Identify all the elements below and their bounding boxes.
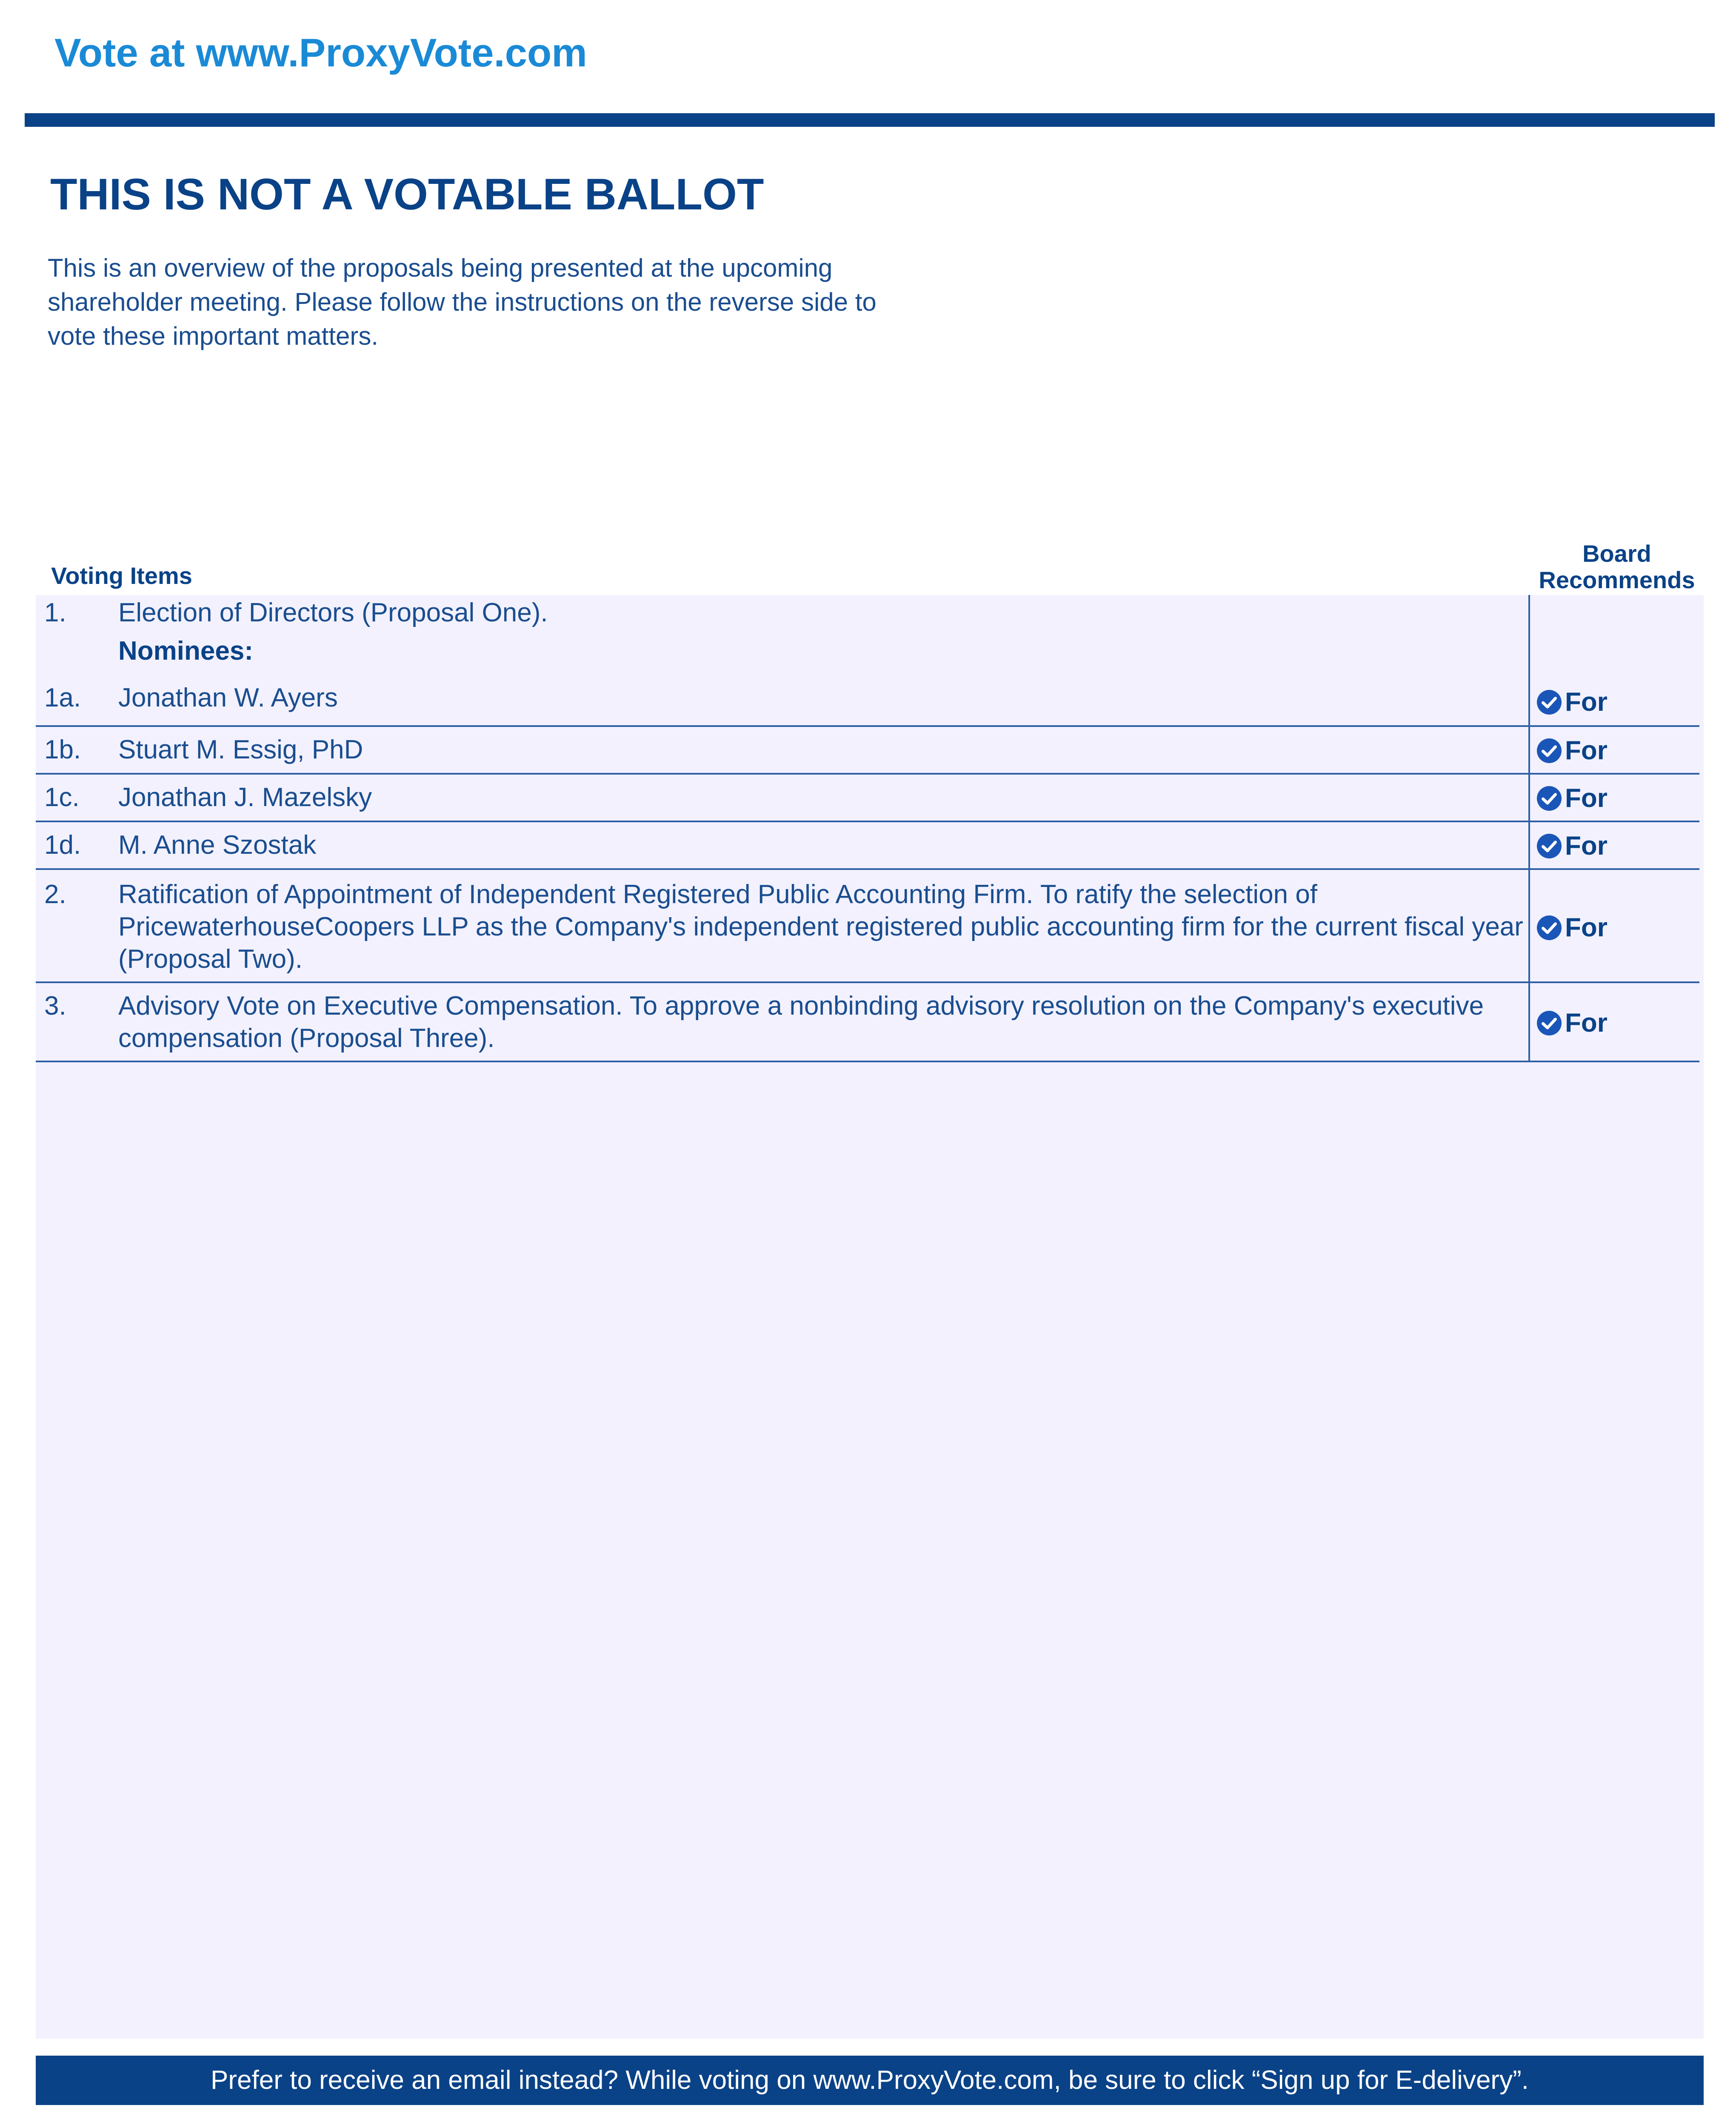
row-divider (36, 821, 1699, 822)
recommendation-label: For (1565, 736, 1608, 765)
check-circle-icon (1537, 786, 1562, 811)
nominee-name: Stuart M. Essig, PhD (118, 735, 363, 764)
check-circle-icon (1537, 738, 1562, 763)
recommendation (1537, 782, 1608, 815)
recommendation-label: For (1565, 687, 1608, 717)
recommendation (1537, 1007, 1608, 1039)
recommendation (1537, 830, 1608, 862)
item-number: 1. (44, 598, 66, 627)
board-recommends-header (1528, 541, 1706, 593)
check-circle-icon (1537, 690, 1562, 715)
item-number: 1b. (44, 735, 81, 764)
item-number: 1d. (44, 830, 81, 860)
row-divider (36, 773, 1699, 775)
nominee-name: Jonathan J. Mazelsky (118, 783, 372, 812)
nominee-name: Jonathan W. Ayers (118, 683, 338, 712)
item-text: Advisory Vote on Executive Compensation. To approve a nonbinding advisory resolution on the Company's executive compensation (Proposal Three). (118, 991, 1484, 1053)
voting-items-header: Voting Items (51, 562, 192, 589)
item-text: Election of Directors (Proposal One). (118, 598, 548, 627)
recommendation (1537, 912, 1608, 944)
check-circle-icon (1537, 1011, 1562, 1035)
row-divider (36, 981, 1699, 983)
nominees-label: Nominees: (118, 636, 253, 666)
recommendation-label: For (1565, 1008, 1608, 1038)
item-number: 1c. (44, 783, 80, 812)
board-header-line1: Board (1582, 540, 1651, 567)
header-divider (25, 113, 1715, 127)
recommendation-label: For (1565, 784, 1608, 813)
item-number: 1a. (44, 683, 81, 712)
item-number: 2. (44, 880, 66, 909)
recommendation-label: For (1565, 913, 1608, 942)
recommendation-label: For (1565, 831, 1608, 861)
nominee-name: M. Anne Szostak (118, 830, 317, 860)
check-circle-icon (1537, 915, 1562, 940)
row-divider (36, 725, 1699, 727)
proxyvote-link[interactable]: Vote at www.ProxyVote.com (54, 30, 587, 75)
intro-text: This is an overview of the proposals being presented at the upcoming shareholder meeting. Please follow the instructions on the reverse side to vote these important matters. (48, 254, 877, 350)
item-text: Ratification of Appointment of Independent Registered Public Accounting Firm. To ratify the selection of PricewaterhouseCoopers LLP as the Company's independent registered public accounting firm for the current fiscal year (Proposal Two). (118, 880, 1523, 974)
check-circle-icon (1537, 834, 1562, 858)
row-divider (36, 1061, 1699, 1062)
page-title: THIS IS NOT A VOTABLE BALLOT (50, 170, 764, 219)
board-header-line2: Recommends (1539, 566, 1695, 593)
row-divider (36, 868, 1699, 870)
recommendation (1537, 686, 1608, 718)
edelivery-banner: Prefer to receive an email instead? While voting on www.ProxyVote.com, be sure to click “Sign up for E-delivery”. (36, 2056, 1704, 2105)
recommendation (1537, 735, 1608, 767)
item-number: 3. (44, 991, 66, 1021)
